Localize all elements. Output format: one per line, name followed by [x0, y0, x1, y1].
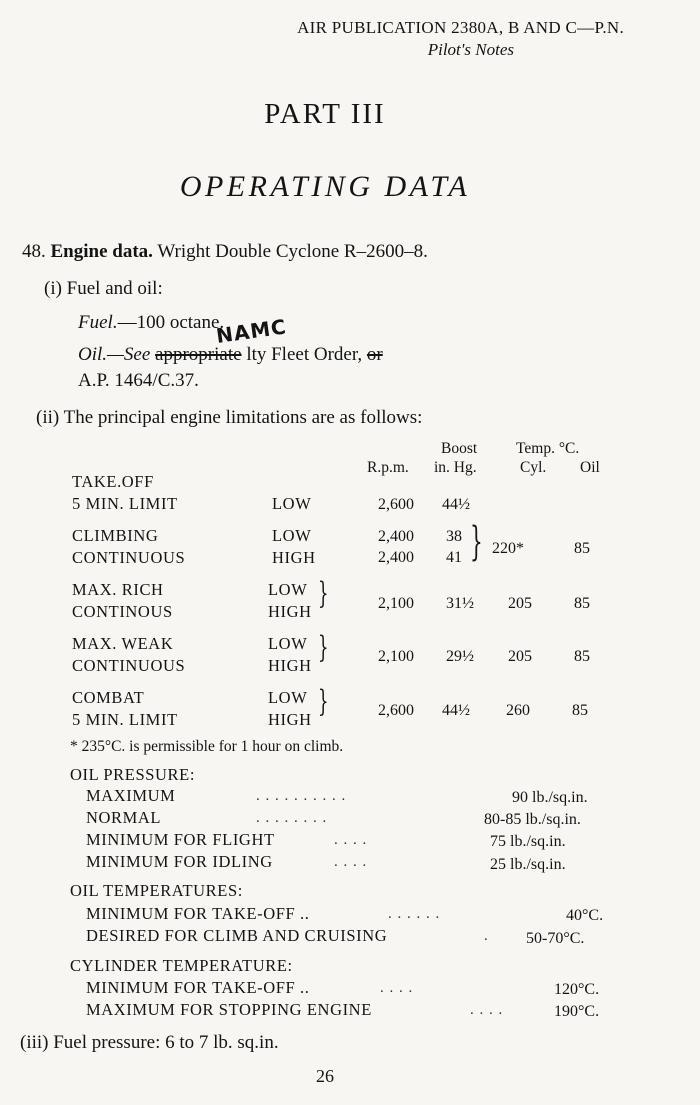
row-weak-oil: 85: [574, 648, 590, 665]
row-climb-gear2: HIGH: [272, 548, 316, 567]
page-number: 26: [316, 1066, 334, 1086]
publication-header: AIR PUBLICATION 2380A, B AND C—P.N.: [297, 18, 624, 37]
oil-temp-climb-label: DESIRED FOR CLIMB AND CRUISING: [86, 926, 388, 945]
row-climb-cyl: 220*: [492, 540, 524, 557]
leader-dots: . . . .: [334, 854, 368, 870]
row-combat-cond1: COMBAT: [72, 688, 145, 707]
fuel-line: [78, 312, 224, 334]
row-rich-gear2: HIGH: [268, 602, 312, 621]
row-combat-gear2: HIGH: [268, 710, 312, 729]
part-title: PART III: [264, 98, 386, 130]
oil-temp-takeoff-label: MINIMUM FOR TAKE-OFF ..: [86, 904, 310, 923]
row-combat-rpm: 2,600: [378, 702, 414, 719]
footnote: * 235°C. is permissible for 1 hour on climb.: [70, 738, 344, 755]
leader-dots: . . . .: [380, 980, 414, 996]
row-takeoff-cond2: 5 MIN. LIMIT: [72, 494, 178, 513]
pilots-notes-subheader: Pilot's Notes: [427, 40, 514, 59]
oil-pressure-title: OIL PRESSURE:: [70, 765, 195, 784]
oil-label: Oil.: [78, 344, 108, 365]
paragraph-heading: Engine data.: [50, 241, 153, 262]
row-rich-boost: 31½: [446, 595, 474, 612]
cyl-temp-stopping-value: 190°C.: [554, 1003, 600, 1020]
row-rich-rpm: 2,100: [378, 595, 414, 612]
oil-pressure-normal-label: NORMAL: [86, 808, 162, 827]
leader-dots: . . . .: [470, 1002, 504, 1018]
struck-or: or: [366, 344, 383, 365]
limitations-label: (ii) The principal engine limitations are as follows:: [36, 407, 423, 428]
row-rich-oil: 85: [574, 595, 590, 612]
row-weak-gear2: HIGH: [268, 656, 312, 675]
brace: }: [318, 630, 329, 665]
row-combat-gear1: LOW: [268, 688, 308, 707]
leader-dots: . . . .: [334, 832, 368, 848]
leader-dots: .: [484, 928, 489, 944]
oil-pressure-normal-value: 80-85 lb./sq.in.: [484, 811, 581, 828]
row-rich-cyl: 205: [508, 595, 532, 612]
cylinder-temperature-title: CYLINDER TEMPERATURE:: [70, 956, 293, 975]
row-rich-cond1: MAX. RICH: [72, 580, 164, 599]
leader-dots: . . . . . . . .: [256, 810, 328, 826]
brace: }: [318, 576, 329, 611]
oil-see: —See: [107, 344, 151, 365]
row-rich-gear1: LOW: [268, 580, 308, 599]
fuel-label: Fuel.: [78, 312, 118, 333]
oil-line: [78, 344, 383, 366]
row-climb-oil: 85: [574, 540, 590, 557]
fuel-oil-label: (i) Fuel and oil:: [44, 278, 163, 299]
brace: }: [470, 519, 483, 565]
col-boost-bottom: in. Hg.: [434, 459, 477, 476]
oil-reference: A.P. 1464/C.37.: [78, 370, 199, 391]
row-combat-cyl: 260: [506, 702, 530, 719]
oil-temp-takeoff-value: 40°C.: [566, 907, 604, 924]
row-combat-cond2: 5 MIN. LIMIT: [72, 710, 178, 729]
struck-word: appropriate: [155, 344, 242, 365]
oil-pressure-idling-value: 25 lb./sq.in.: [490, 856, 566, 873]
row-climb-gear1: LOW: [272, 526, 312, 545]
handwritten-annotation: NAMC: [214, 314, 289, 348]
oil-temp-climb-value: 50-70°C.: [526, 930, 585, 947]
row-takeoff-gear: LOW: [272, 494, 312, 513]
row-combat-oil: 85: [572, 702, 588, 719]
oil-temperatures-title: OIL TEMPERATURES:: [70, 881, 243, 900]
row-climb-rpm2: 2,400: [378, 549, 414, 566]
cyl-temp-takeoff-value: 120°C.: [554, 981, 600, 998]
paragraph-number: 48.: [22, 241, 46, 262]
col-oil: Oil: [580, 459, 600, 476]
row-takeoff-rpm: 2,600: [378, 496, 414, 513]
oil-pressure-max-label: MAXIMUM: [86, 786, 176, 805]
fuel-pressure: (iii) Fuel pressure: 6 to 7 lb. sq.in.: [20, 1032, 279, 1053]
paragraph-48: [22, 241, 428, 263]
row-climb-cond1: CLIMBING: [72, 526, 159, 545]
row-weak-cond1: MAX. WEAK: [72, 634, 174, 653]
row-combat-boost: 44½: [442, 702, 470, 719]
col-rpm: R.p.m.: [367, 459, 409, 476]
oil-pressure-flight-value: 75 lb./sq.in.: [490, 833, 566, 850]
leader-dots: . . . . . . . . . .: [256, 788, 347, 804]
row-climb-rpm1: 2,400: [378, 528, 414, 545]
row-weak-boost: 29½: [446, 648, 474, 665]
col-boost-top: Boost: [441, 440, 478, 457]
col-temp-top: Temp. °C.: [516, 440, 580, 457]
row-rich-cond2: CONTINOUS: [72, 602, 173, 621]
row-takeoff-boost: 44½: [442, 496, 470, 513]
cyl-temp-stopping-label: MAXIMUM FOR STOPPING ENGINE: [86, 1000, 372, 1019]
row-takeoff-cond1: TAKE.OFF: [72, 472, 154, 491]
row-weak-cond2: CONTINUOUS: [72, 656, 186, 675]
oil-pressure-max-value: 90 lb./sq.in.: [512, 789, 588, 806]
section-title: OPERATING DATA: [179, 170, 471, 203]
row-weak-gear1: LOW: [268, 634, 308, 653]
row-weak-cyl: 205: [508, 648, 532, 665]
row-climb-boost1: 38: [446, 528, 462, 545]
oil-pressure-idling-label: MINIMUM FOR IDLING: [86, 852, 273, 871]
col-cyl: Cyl.: [520, 459, 547, 476]
oil-order: lty Fleet Order,: [246, 344, 363, 365]
leader-dots: . . . . . .: [388, 906, 441, 922]
engine-name: Wright Double Cyclone R–2600–8.: [157, 241, 428, 262]
oil-pressure-flight-label: MINIMUM FOR FLIGHT: [86, 830, 275, 849]
fuel-value: —100 octane.: [117, 312, 225, 333]
brace: }: [318, 684, 329, 719]
row-climb-cond2: CONTINUOUS: [72, 548, 186, 567]
row-weak-rpm: 2,100: [378, 648, 414, 665]
row-climb-boost2: 41: [446, 549, 462, 566]
cyl-temp-takeoff-label: MINIMUM FOR TAKE-OFF ..: [86, 978, 310, 997]
